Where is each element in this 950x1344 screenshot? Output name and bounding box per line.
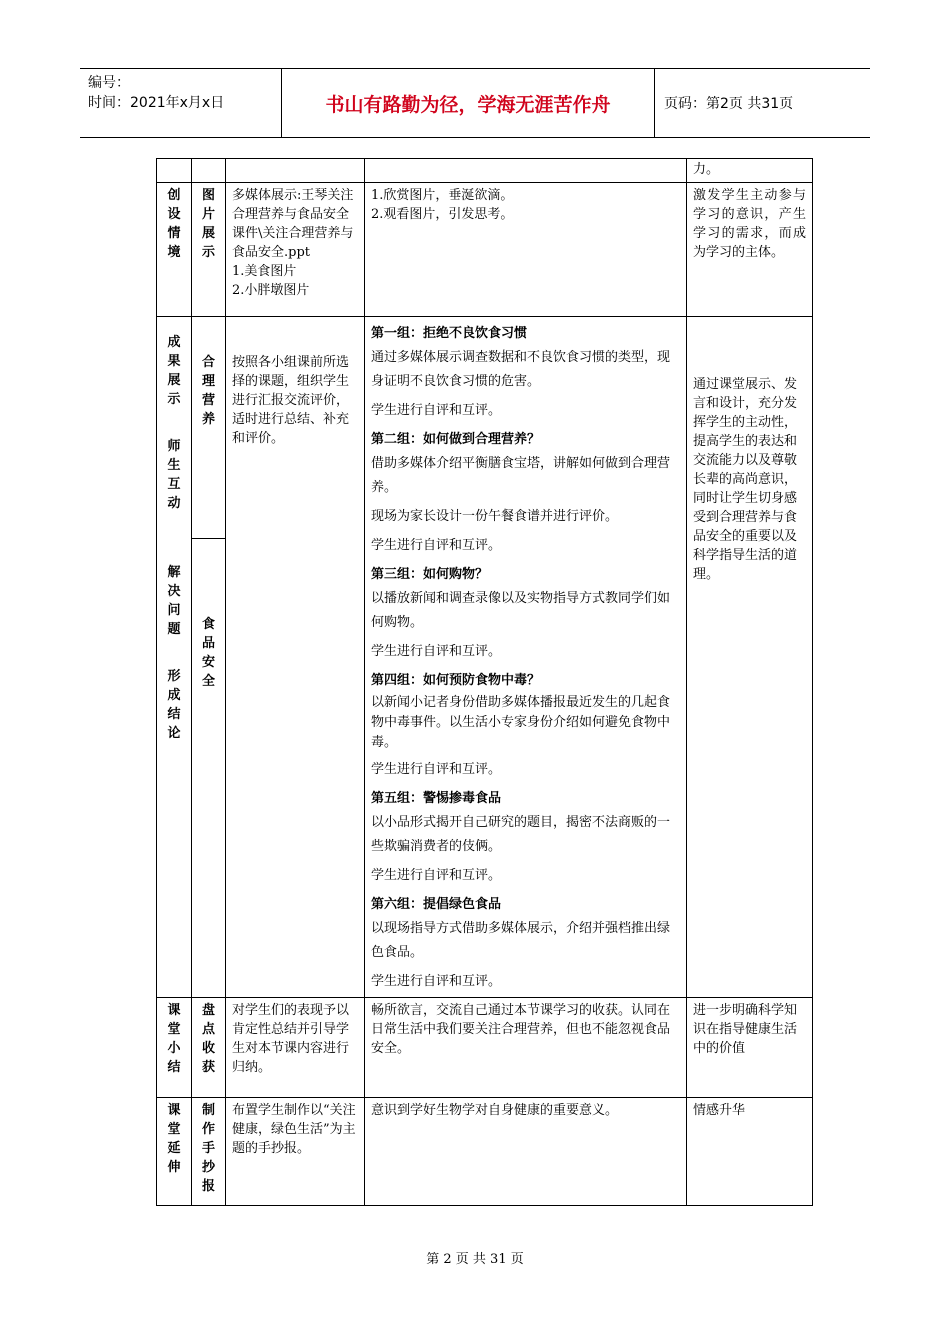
stage-label: 形成结论	[167, 669, 181, 741]
stage-label: 师生互动	[167, 439, 181, 511]
teacher-activity: 多媒体展示:王琴关注合理营养与食品安全课件\关注合理营养与食品安全.ppt 1.美食图片 2.小胖墩图片	[226, 183, 365, 317]
activity-label: 盘点收获	[202, 1003, 216, 1075]
teacher-activity: 布置学生制作以“关注健康，绿色生活”为主题的手抄报。	[226, 1098, 365, 1206]
activity-label: 制作手抄报	[202, 1103, 216, 1194]
header-meta	[80, 69, 282, 137]
table-row	[157, 159, 813, 183]
page-header	[80, 68, 870, 138]
slogan: 书山有路勤为径，学海无涯苦作舟	[282, 69, 655, 137]
activity-label: 图片展示	[202, 188, 216, 260]
table-row	[157, 1098, 813, 1206]
page-footer: 第 2 页 共 31 页	[426, 1252, 524, 1267]
design-intent: 情感升华	[687, 1098, 813, 1206]
page-info: 页码：第2页 共31页	[664, 96, 794, 112]
time-label: 时间：2021年x月x日	[88, 95, 225, 111]
student-activity: 第一组：拒绝不良饮食习惯 通过多媒体展示调查数据和不良饮食习惯的类型，现身证明不良饮食习惯的危害。 学生进行自评和互评。 第二组：如何做到合理营养？ 借助多媒体介绍平衡膳食宝塔，讲解如何做到合理营养。 现场为家长设计一份午餐食谱并进行评价。 学生进行自评和互评。 第三组：如何购物？ 以播放新闻和调查录像以及实物指导方式教同学们如何购物。 学生进行自评和互评。 第四组：如何预防食物中毒？ 以新闻小记者身份借助多媒体播报最近发生的几起食物中毒事件。以生活小专家身份介绍如何避免食物中毒。 学生进行自评和互评。 第五组：警惕掺毒食品 以小品形式揭开自己研究的题目，揭密不法商贩的一些欺骗消费者的伎俩。 学生进行自评和互评。 第六组：提倡绿色食品 以现场指导方式借助多媒体展示，介绍并强档推出绿色食品。 学生进行自评和互评。	[365, 317, 687, 998]
student-activity: 畅所欲言，交流自己通过本节课学习的收获。认同在日常生活中我们要关注合理营养，但也不能忽视食品安全。	[365, 998, 687, 1098]
student-activity: 意识到学好生物学对自身健康的重要意义。	[365, 1098, 687, 1206]
teacher-activity: 对学生们的表现予以肯定性总结并引导学生对本节课内容进行归纳。	[226, 998, 365, 1098]
stage-label: 课堂延伸	[167, 1103, 181, 1175]
table-row	[157, 998, 813, 1098]
lesson-table	[156, 158, 813, 1206]
stage-label: 创设情境	[167, 188, 181, 260]
stage-label: 解决问题	[167, 565, 181, 637]
design-intent: 激发学生主动参与学习的意识，产生学习的需求，而成为学习的主体。	[687, 183, 813, 317]
stage-label: 课堂小结	[167, 1003, 181, 1075]
design-intent: 进一步明确科学知识在指导健康生活中的价值	[687, 998, 813, 1098]
student-activity: 1.欣赏图片，垂涎欲滴。 2.观看图片，引发思考。	[365, 183, 687, 317]
activity-label: 食品安全	[202, 617, 216, 690]
stage-label: 成果展示	[167, 335, 181, 407]
table-row	[157, 317, 813, 539]
table-row	[157, 183, 813, 317]
number-label: 编号：	[88, 75, 130, 91]
row0-note: 力。	[687, 159, 813, 183]
design-intent: 通过课堂展示、发言和设计，充分发挥学生的主动性，提高学生的表达和交流能力以及尊敬长辈的高尚意识，同时让学生切身感受到合理营养与食品安全的重要以及科学指导生活的道理。	[687, 317, 813, 998]
teacher-activity: 按照各小组课前所选择的课题，组织学生进行汇报交流评价，适时进行总结、补充和评价。	[226, 317, 365, 998]
activity-label: 合理营养	[202, 355, 216, 427]
